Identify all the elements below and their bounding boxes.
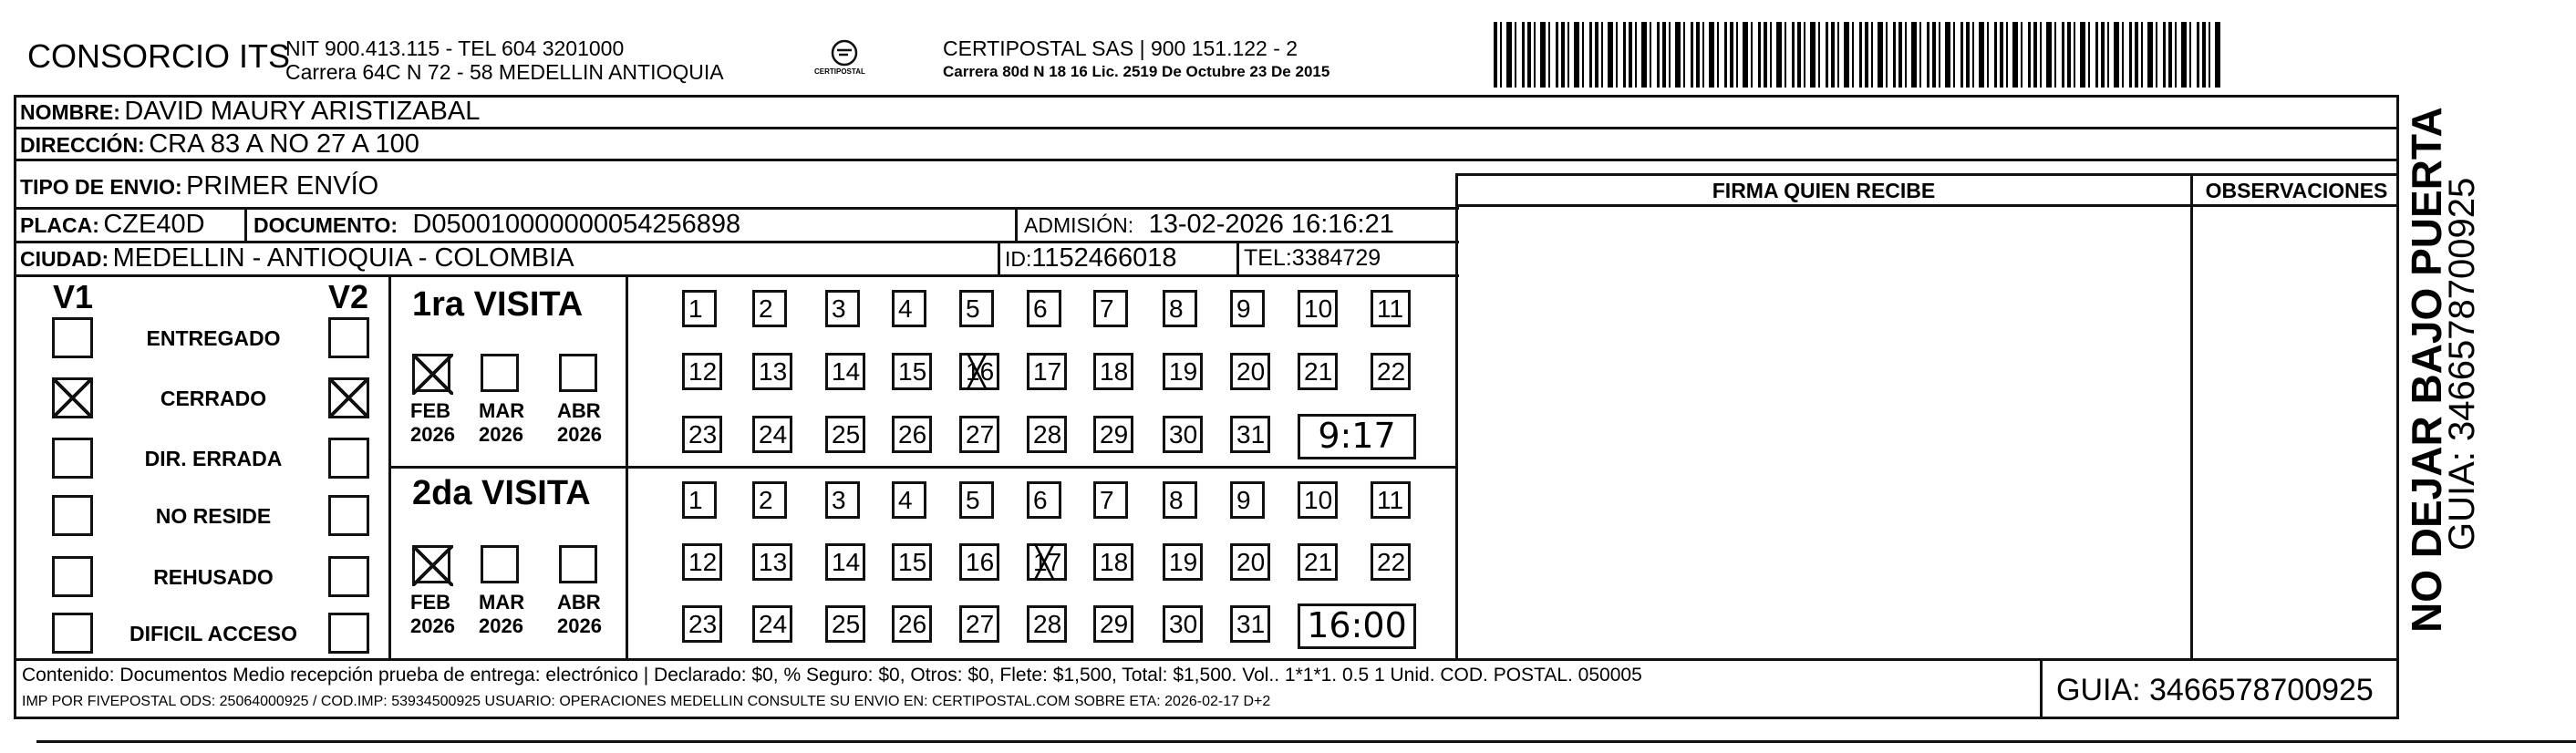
visit-1-day-17[interactable]: 17 [1027,353,1067,390]
visit-2-day-27[interactable]: 27 [959,605,999,643]
id-row [1005,245,1177,272]
v1-checkbox-5[interactable] [52,613,93,654]
company-address: Carrera 64C N 72 - 58 MEDELLIN ANTIOQUIA [285,60,724,84]
visit-1-day-19[interactable]: 19 [1163,353,1203,390]
v2-checkbox-0[interactable] [328,317,369,358]
nombre-value: DAVID MAURY ARISTIZABAL [124,97,481,126]
visit-1-title: 1ra VISITA [412,285,584,324]
placa-label: PLACA: [20,213,99,237]
visit-1-day-23[interactable]: 23 [682,416,722,453]
tel-row [1244,247,1381,270]
admision-row [1024,211,1394,238]
contenido-text: Contenido: Documentos Medio recepción prueba de entrega: electrónico | Declarado: $0, % Seguro: $0, Otros: $0, Flete: $1,500, Total: $1,500. Vol.. 1*1*1. 0.5 1 Unid. COD. POSTAL. 050005 [22,665,1642,686]
visit-1-day-29[interactable]: 29 [1093,416,1133,453]
tipo-label: TIPO DE ENVIO: [20,175,182,199]
v1-checkbox-2[interactable] [52,438,93,479]
month-name: MAR [479,591,525,614]
visit-1-day-7[interactable]: 7 [1093,290,1128,327]
side-guia: GUIA: 3466578700925 [2442,177,2482,551]
month-year: 2026 [410,614,455,637]
month-name: ABR [557,399,601,422]
visit-2-day-26[interactable]: 26 [892,605,932,643]
v2-checkbox-2[interactable] [328,438,369,479]
v2-checkbox-4[interactable] [328,556,369,597]
visit-2-day-31[interactable]: 31 [1230,605,1270,643]
visit-1-day-22[interactable]: 22 [1371,353,1411,390]
visit-2-month-checkbox-0[interactable] [412,545,450,583]
v2-checkbox-5[interactable] [328,613,369,654]
visit-1-day-10[interactable]: 10 [1298,290,1338,327]
visit-2-day-24[interactable]: 24 [752,605,792,643]
observaciones-header [2194,179,2399,203]
company-name: CONSORCIO ITS [27,37,291,75]
direccion-label: DIRECCIÓN: [20,133,145,157]
barcode [1494,22,2220,88]
visit-1-day-16[interactable]: 16 ╳ [959,353,999,390]
visit-2-day-3[interactable]: 3 [825,481,860,519]
visit-1-day-6[interactable]: 6 [1027,290,1061,327]
certipostal-logo [814,38,874,78]
status-label: ENTREGADO [146,326,281,350]
ciudad-label: CIUDAD: [20,247,109,271]
visit-1-day-5[interactable]: 5 [959,290,994,327]
visit-2-day-15[interactable]: 15 [892,543,932,581]
side-text [2405,95,2488,633]
placa-value: CZE40D [103,210,205,239]
visit-1-day-8[interactable]: 8 [1163,290,1197,327]
visit-1-day-9[interactable]: 9 [1230,290,1265,327]
admision-value: 13-02-2026 16:16:21 [1148,210,1394,239]
visit-2-day-28[interactable]: 28 [1027,605,1067,643]
ciudad-value: MEDELLIN - ANTIOQUIA - COLOMBIA [112,243,574,273]
admision-label: ADMISIÓN: [1024,213,1134,237]
visit-2-day-1[interactable]: 1 [682,481,717,519]
status-label: REHUSADO [153,565,274,589]
id-label: ID: [1005,247,1032,271]
visit-1-day-27[interactable]: 27 [959,416,999,453]
visit-1-day-30[interactable]: 30 [1163,416,1203,453]
tipo-value: PRIMER ENVÍO [186,171,379,201]
v2-header: V2 [328,278,369,315]
ciudad-row [20,245,574,272]
visit-1-day-25[interactable]: 25 [825,416,865,453]
status-label: DIR. ERRADA [144,447,283,470]
header [0,0,2576,91]
placa-row [20,211,205,238]
visit-1-day-26[interactable]: 26 [892,416,932,453]
nombre-label: NOMBRE: [20,100,120,124]
documento-label: DOCUMENTO: [253,213,398,237]
tel-value: 3384729 [1291,245,1381,271]
month-name: ABR [557,591,601,614]
visit-2-day-5[interactable]: 5 [959,481,994,519]
visit-2-day-29[interactable]: 29 [1093,605,1133,643]
v1-checkbox-1[interactable] [52,377,93,418]
firma-label: FIRMA QUIEN RECIBE [1712,179,1936,202]
visit-1-day-11[interactable]: 11 [1371,290,1411,327]
visit-1-month-checkbox-0[interactable] [412,354,450,392]
visit-2-time[interactable]: 16:00 [1298,603,1416,649]
month-year: 2026 [479,423,523,446]
visit-2-day-18[interactable]: 18 [1093,543,1133,581]
visit-1-day-15[interactable]: 15 [892,353,932,390]
status-label: NO RESIDE [155,504,272,528]
visit-2-day-21[interactable]: 21 [1298,543,1338,581]
footer-guia: GUIA: 3466578700925 [2056,673,2374,707]
v2-checkbox-3[interactable] [328,495,369,536]
month-name: MAR [479,399,525,422]
visit-2-day-17[interactable]: 17 ╳ [1027,543,1067,581]
month-year: 2026 [410,423,455,446]
visit-2-day-12[interactable]: 12 [682,543,722,581]
carrier-address: Carrera 80d N 18 16 Lic. 2519 De Octubre 23 De 2015 [943,63,1330,80]
v1-checkbox-3[interactable] [52,495,93,536]
v2-checkbox-1[interactable] [328,377,369,418]
tipo-row [20,173,378,200]
month-name: FEB [410,399,450,422]
visit-2-day-22[interactable]: 22 [1371,543,1411,581]
visit-1-day-12[interactable]: 12 [682,353,722,390]
carrier-name: CERTIPOSTAL SAS | 900 151.122 - 2 [943,36,1298,60]
v1-checkbox-4[interactable] [52,556,93,597]
visit-2-day-25[interactable]: 25 [825,605,865,643]
visit-1-day-20[interactable]: 20 [1230,353,1270,390]
visit-2-day-13[interactable]: 13 [752,543,792,581]
visit-2-day-16[interactable]: 16 [959,543,999,581]
status-label: DIFICIL ACCESO [129,622,297,645]
visit-1-day-2[interactable]: 2 [752,290,787,327]
visit-2-day-8[interactable]: 8 [1163,481,1197,519]
status-label: CERRADO [160,387,267,410]
visit-2-day-6[interactable]: 6 [1027,481,1061,519]
observaciones-label: OBSERVACIONES [2205,179,2388,202]
visit-2-day-23[interactable]: 23 [682,605,722,643]
visit-1-month-checkbox-1[interactable] [481,354,519,392]
visit-1-day-31[interactable]: 31 [1230,416,1270,453]
documento-value: D050010000000054256898 [412,210,741,239]
visit-2-day-7[interactable]: 7 [1093,481,1128,519]
visit-1-day-28[interactable]: 28 [1027,416,1067,453]
visit-2-day-11[interactable]: 11 [1371,481,1411,519]
visit-1-month-checkbox-2[interactable] [559,354,597,392]
no-dejar-warning: NO DEJAR BAJO PUERTA [2403,107,2450,633]
nombre-row [20,98,480,125]
visit-1-day-13[interactable]: 13 [752,353,792,390]
month-year: 2026 [479,614,523,637]
visit-2-day-2[interactable]: 2 [752,481,787,519]
company-nit-tel: NIT 900.413.115 - TEL 604 3201000 [285,36,625,60]
visit-2-day-10[interactable]: 10 [1298,481,1338,519]
visit-2-day-9[interactable]: 9 [1230,481,1265,519]
visit-2-day-19[interactable]: 19 [1163,543,1203,581]
visit-1-time[interactable]: 9:17 [1298,414,1416,459]
visit-1-day-1[interactable]: 1 [682,290,717,327]
visit-1-day-14[interactable]: 14 [825,353,865,390]
v1-header: V1 [53,278,94,315]
visit-1-day-18[interactable]: 18 [1093,353,1133,390]
firma-header [1459,179,2188,203]
visit-1-day-21[interactable]: 21 [1298,353,1338,390]
logo-text: CERTIPOSTAL [814,67,865,76]
visit-2-day-30[interactable]: 30 [1163,605,1203,643]
visit-2-day-4[interactable]: 4 [892,481,926,519]
month-year: 2026 [557,614,602,637]
visit-1-day-24[interactable]: 24 [752,416,792,453]
documento-row [253,211,740,238]
visit-2-day-14[interactable]: 14 [825,543,865,581]
tel-label: TEL: [1244,245,1292,271]
visit-1-day-3[interactable]: 3 [825,290,860,327]
imp-text: IMP POR FIVEPOSTAL ODS: 25064000925 / COD.IMP: 53934500925 USUARIO: OPERACIONES MEDELLIN CONSULTE SU ENVIO EN: CERTIPOSTAL.COM SOBRE ETA: 2026-02-17 D+2 [22,694,1271,709]
visit-1-day-4[interactable]: 4 [892,290,926,327]
visit-2-day-20[interactable]: 20 [1230,543,1270,581]
month-name: FEB [410,591,450,614]
bottom-rule [36,740,2576,743]
month-year: 2026 [557,423,602,446]
v1-checkbox-0[interactable] [52,317,93,358]
visit-2-title: 2da VISITA [412,474,591,512]
id-value: 1152466018 [1031,243,1177,273]
visit-2-month-checkbox-1[interactable] [481,545,519,583]
direccion-row [20,131,419,158]
visit-2-month-checkbox-2[interactable] [559,545,597,583]
direccion-value: CRA 83 A NO 27 A 100 [149,129,419,159]
